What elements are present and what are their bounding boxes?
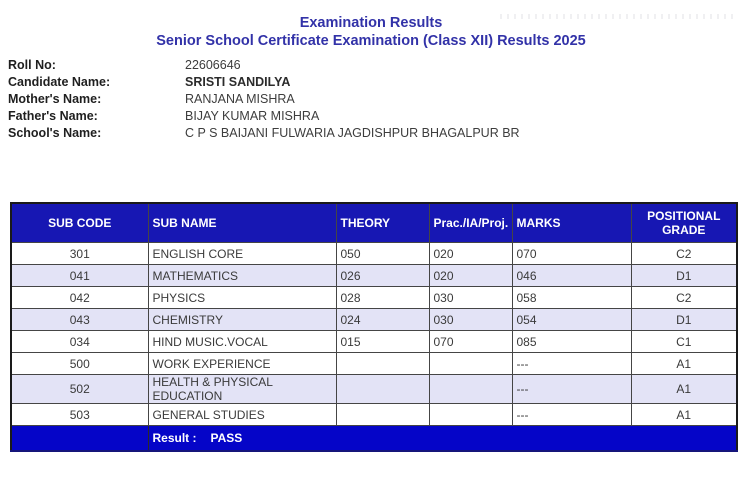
theory-cell [336,353,429,375]
table-row [11,287,737,309]
sub-name-cell: HIND MUSIC.VOCAL [148,331,336,353]
marks-cell: --- [512,353,631,375]
marks-cell: 046 [512,265,631,287]
header-prac-ia-proj: Prac./IA/Proj. [429,203,512,243]
grade-cell: C1 [631,331,737,353]
sub-name-cell: PHYSICS [148,287,336,309]
grade-cell: D1 [631,309,737,331]
sub-name-cell: MATHEMATICS [148,265,336,287]
school-name-label: School's Name: [8,125,102,140]
sub-code-cell: 042 [11,287,148,309]
sub-name-cell: HEALTH & PHYSICAL EDUCATION [148,375,336,404]
sub-code-cell: 500 [11,353,148,375]
school-name-value: C P S BAIJANI FULWARIA JAGDISHPUR BHAGALPUR BR [185,125,520,140]
page-title: Examination Results [299,15,443,31]
clipped-top-text-artifact [500,14,738,19]
grade-cell: D1 [631,265,737,287]
sub-code-cell: 503 [11,404,148,426]
father-name-label: Father's Name: [8,108,98,123]
result-row-spacer [11,426,148,452]
header-sub-code: SUB CODE [11,203,148,243]
header-marks: MARKS [512,203,631,243]
marks-cell: --- [512,375,631,404]
sub-code-cell: 301 [11,243,148,265]
theory-cell: 015 [336,331,429,353]
grade-cell: C2 [631,287,737,309]
theory-cell [336,375,429,404]
roll-no-value: 22606646 [185,57,241,72]
table-row [11,404,737,426]
header-positional-grade: POSITIONAL GRADE [631,203,737,243]
table-row [11,353,737,375]
marks-cell: 058 [512,287,631,309]
prac-ia-proj-cell: 020 [429,243,512,265]
theory-cell [336,404,429,426]
prac-ia-proj-cell [429,375,512,404]
mother-name-value: RANJANA MISHRA [185,91,295,106]
prac-ia-proj-cell: 030 [429,287,512,309]
info-row-roll-no [8,56,742,73]
info-row-candidate-name [8,73,742,90]
info-row-father-name [8,107,742,124]
table-header-row [11,203,737,243]
table-row [11,243,737,265]
result-value: PASS [210,431,243,445]
page-subtitle: Senior School Certificate Examination (Class XII) Results 2025 [156,33,586,49]
sub-name-cell: CHEMISTRY [148,309,336,331]
info-row-school-name [8,124,742,141]
table-row [11,375,737,404]
theory-cell: 024 [336,309,429,331]
table-row [11,265,737,287]
prac-ia-proj-cell [429,404,512,426]
grade-cell: A1 [631,353,737,375]
prac-ia-proj-cell: 020 [429,265,512,287]
result-cell [148,426,737,452]
grade-cell: A1 [631,375,737,404]
theory-cell: 026 [336,265,429,287]
info-row-mother-name [8,90,742,107]
prac-ia-proj-cell [429,353,512,375]
sub-code-cell: 502 [11,375,148,404]
result-label: Result : [152,431,197,445]
marks-cell: 085 [512,331,631,353]
sub-code-cell: 034 [11,331,148,353]
mother-name-label: Mother's Name: [8,91,102,106]
table-row [11,309,737,331]
father-name-value: BIJAY KUMAR MISHRA [185,108,320,123]
results-table-body [11,243,737,426]
sub-name-cell: WORK EXPERIENCE [148,353,336,375]
sub-name-cell: GENERAL STUDIES [148,404,336,426]
candidate-name-value: SRISTI SANDILYA [185,74,291,89]
candidate-name-label: Candidate Name: [8,74,111,89]
marks-cell: 070 [512,243,631,265]
theory-cell: 050 [336,243,429,265]
header-theory: THEORY [336,203,429,243]
candidate-info-section [8,56,742,141]
sub-name-cell: ENGLISH CORE [148,243,336,265]
results-table [10,202,738,452]
marks-cell: 054 [512,309,631,331]
prac-ia-proj-cell: 070 [429,331,512,353]
result-row [11,426,737,452]
marks-cell: --- [512,404,631,426]
grade-cell: C2 [631,243,737,265]
sub-code-cell: 041 [11,265,148,287]
header-sub-name: SUB NAME [148,203,336,243]
theory-cell: 028 [336,287,429,309]
grade-cell: A1 [631,404,737,426]
prac-ia-proj-cell: 030 [429,309,512,331]
table-row [11,331,737,353]
roll-no-label: Roll No: [8,57,56,72]
sub-code-cell: 043 [11,309,148,331]
